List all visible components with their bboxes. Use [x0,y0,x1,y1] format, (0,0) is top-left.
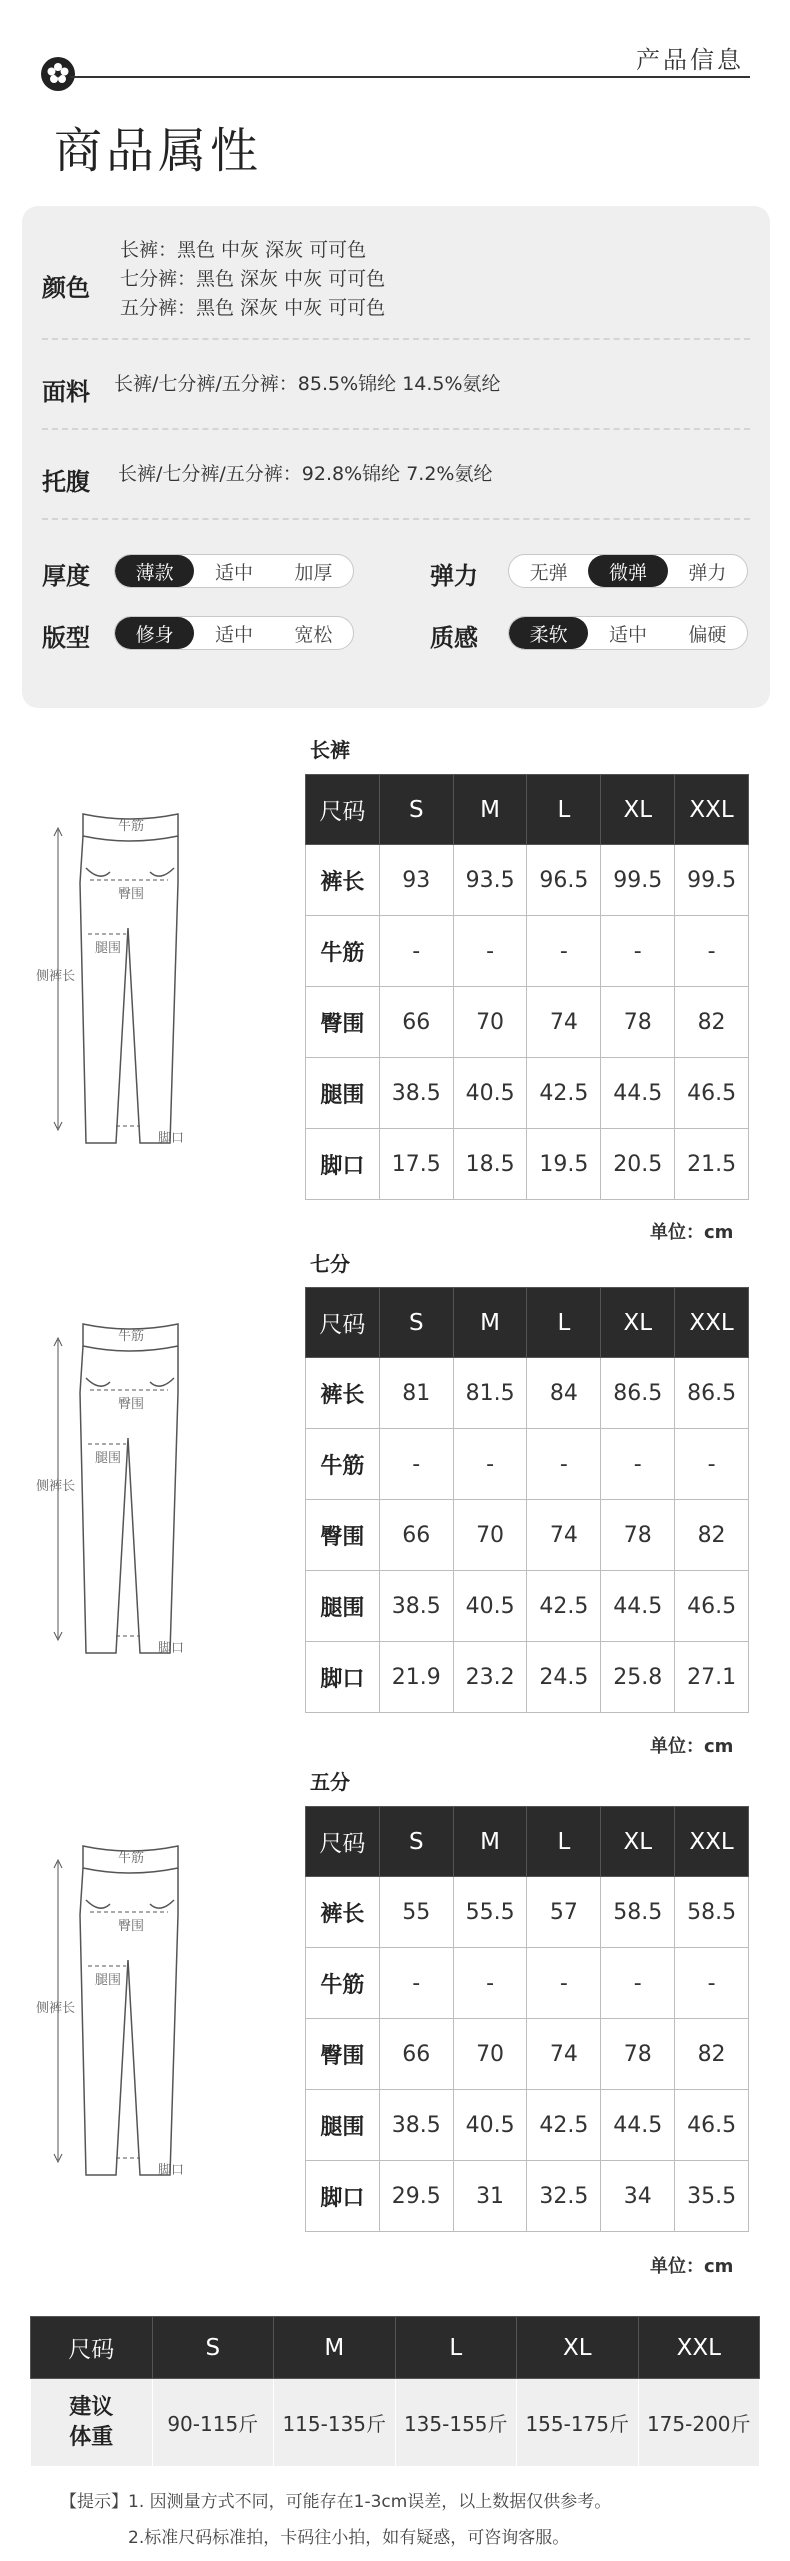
table-row [306,1429,749,1500]
table-header-cell: S [152,2317,274,2379]
table-row [306,1571,749,1642]
table-header-cell: M [274,2317,396,2379]
table-cell: - [379,1948,453,2019]
elasticity-option-none: 无弹 [529,561,568,584]
table-cell: 99.5 [601,845,675,916]
table-cell: 42.5 [527,1571,601,1642]
label-waistband: 牛筋 [117,819,145,834]
table-row [306,845,749,916]
table-header-row [306,775,749,845]
texture-option-medium: 适中 [608,623,647,646]
weight-table [30,2316,760,2467]
table-header-row [306,1807,749,1877]
thickness-option-thin: 薄款 [115,555,194,587]
table-cell: 46.5 [675,2090,749,2161]
table-header-cell: M [453,1807,527,1877]
table-cell: 78 [601,987,675,1058]
texture-option-soft: 柔软 [509,617,588,649]
fit-option-loose: 宽松 [294,623,333,646]
table-header-cell: XL [601,775,675,845]
label-side-length: 侧裤长 [36,2001,76,2016]
table-cell: - [675,1429,749,1500]
thickness-selector [114,554,354,588]
table-cell: 93 [379,845,453,916]
belly-label: 托腹 [42,468,90,496]
table-cell: 23.2 [453,1642,527,1713]
row-label: 牛筋 [306,1948,380,2019]
label-waistband: 牛筋 [117,1329,145,1344]
table-header-cell: 尺码 [306,1288,380,1358]
table-cell: - [527,1948,601,2019]
table-cell: 29.5 [379,2161,453,2232]
table-row [306,1358,749,1429]
label-hem: 脚口 [158,1641,185,1656]
thickness-option-medium: 适中 [214,561,253,584]
table-cell: 78 [601,1500,675,1571]
table-row [306,2161,749,2232]
row-label: 臀围 [306,1500,380,1571]
table-cell: 17.5 [379,1129,453,1200]
table-cell: 32.5 [527,2161,601,2232]
table-cell: - [379,916,453,987]
attributes-panel [22,206,770,708]
fabric-label: 面料 [42,378,90,406]
row-label: 裤长 [306,845,380,916]
table-cell: 42.5 [527,1058,601,1129]
table-row [306,1642,749,1713]
table-cell: 21.9 [379,1642,453,1713]
table-header-cell: XL [517,2317,639,2379]
table-cell: 27.1 [675,1642,749,1713]
size-table-long [305,774,749,1200]
table-row [306,1058,749,1129]
table-row [306,916,749,987]
table-cell: - [453,1948,527,2019]
table-cell: 82 [675,1500,749,1571]
unit-label: 单位：cm [650,1222,734,1243]
row-label: 牛筋 [306,916,380,987]
table-header-cell: XL [601,1807,675,1877]
table-cell: 81.5 [453,1358,527,1429]
fit-option-regular: 适中 [214,623,253,646]
table-cell: 46.5 [675,1058,749,1129]
pants-diagram-shorts [28,1840,228,2180]
chart-title-cropped: 七分 [310,1252,350,1276]
table-header-cell: S [379,1288,453,1358]
fabric-value: 长裤/七分裤/五分裤：85.5%锦纶 14.5%氨纶 [114,373,501,395]
table-cell: 66 [379,2019,453,2090]
row-label: 腿围 [306,1571,380,1642]
pants-diagram-long [28,808,228,1148]
table-cell: 90-115斤 [152,2379,274,2467]
page-title: 商品属性 [54,123,263,179]
table-cell: 18.5 [453,1129,527,1200]
table-cell: 20.5 [601,1129,675,1200]
table-row [306,2090,749,2161]
label-thigh: 腿围 [94,941,122,956]
divider [42,518,750,520]
table-header-cell: XXL [675,1807,749,1877]
table-cell: 66 [379,1500,453,1571]
table-row [306,987,749,1058]
table-header-cell: XXL [675,775,749,845]
table-cell: 81 [379,1358,453,1429]
label-thigh: 腿围 [94,1973,122,1988]
table-header-cell: 尺码 [31,2317,153,2379]
color-line-shorts: 五分裤：黑色 深灰 中灰 可可色 [120,297,386,319]
label-hip: 臀围 [117,1919,145,1934]
table-cell: 58.5 [675,1877,749,1948]
divider [42,428,750,430]
table-row [306,1948,749,2019]
table-cell: 24.5 [527,1642,601,1713]
table-header-cell: M [453,775,527,845]
table-header-cell: S [379,775,453,845]
color-line-cropped: 七分裤：黑色 深灰 中灰 可可色 [120,268,386,290]
row-label: 腿围 [306,1058,380,1129]
header-label: 产品信息 [636,46,744,74]
row-label: 裤长 [306,1358,380,1429]
table-cell: - [453,916,527,987]
label-waistband: 牛筋 [117,1851,145,1866]
table-cell: 44.5 [601,1058,675,1129]
header-rule [70,76,750,78]
table-cell: 55.5 [453,1877,527,1948]
table-cell: - [379,1429,453,1500]
table-cell: 40.5 [453,1571,527,1642]
table-cell: 84 [527,1358,601,1429]
table-cell: 57 [527,1877,601,1948]
table-cell: 115-135斤 [274,2379,396,2467]
table-cell: 70 [453,987,527,1058]
table-row [306,2019,749,2090]
table-header-cell: XXL [675,1288,749,1358]
table-cell: 35.5 [675,2161,749,2232]
table-header-cell: L [527,1288,601,1358]
thickness-label: 厚度 [42,562,90,590]
table-cell: 25.8 [601,1642,675,1713]
table-header-row [31,2317,760,2379]
texture-label: 质感 [430,624,478,652]
row-label: 脚口 [306,2161,380,2232]
table-header-cell: L [395,2317,517,2379]
row-label: 牛筋 [306,1429,380,1500]
table-cell: 40.5 [453,1058,527,1129]
divider [42,338,750,340]
table-cell: 38.5 [379,1058,453,1129]
tip-line: 2.标准尺码标准拍，卡码往小拍，如有疑惑，可咨询客服。 [128,2528,570,2548]
table-cell: 74 [527,1500,601,1571]
color-label: 颜色 [42,274,90,302]
table-cell: 78 [601,2019,675,2090]
table-cell: 93.5 [453,845,527,916]
table-cell: 74 [527,2019,601,2090]
table-cell: 31 [453,2161,527,2232]
unit-label: 单位：cm [650,1736,734,1757]
row-label: 臀围 [306,987,380,1058]
fit-selector [114,616,354,650]
label-side-length: 侧裤长 [36,1479,76,1494]
pants-diagram-cropped [28,1318,228,1658]
label-thigh: 腿围 [94,1451,122,1466]
row-label: 脚口 [306,1642,380,1713]
table-cell: 58.5 [601,1877,675,1948]
table-cell: 66 [379,987,453,1058]
table-cell: 175-200斤 [638,2379,760,2467]
table-cell: - [527,1429,601,1500]
table-cell: - [601,1429,675,1500]
table-cell: 34 [601,2161,675,2232]
table-cell: 19.5 [527,1129,601,1200]
table-header-cell: M [453,1288,527,1358]
table-cell: 38.5 [379,2090,453,2161]
table-cell: 99.5 [675,845,749,916]
table-cell: 96.5 [527,845,601,916]
table-cell: 44.5 [601,1571,675,1642]
row-label: 腿围 [306,2090,380,2161]
page-header [0,0,790,90]
table-cell: 40.5 [453,2090,527,2161]
table-row [306,1877,749,1948]
chart-title-shorts: 五分 [310,1770,350,1794]
table-cell: 74 [527,987,601,1058]
table-cell: 55 [379,1877,453,1948]
table-cell: 44.5 [601,2090,675,2161]
table-cell: 86.5 [601,1358,675,1429]
thickness-option-thick: 加厚 [294,561,333,584]
size-table-shorts [305,1806,749,2232]
table-row [306,1129,749,1200]
table-cell: 42.5 [527,2090,601,2161]
elasticity-option-slight: 微弹 [588,555,667,587]
table-cell: 86.5 [675,1358,749,1429]
table-cell: - [453,1429,527,1500]
texture-selector [508,616,748,650]
table-cell: 46.5 [675,1571,749,1642]
fit-label: 版型 [42,624,90,652]
table-cell: 70 [453,2019,527,2090]
label-side-length: 侧裤长 [36,969,76,984]
color-values [120,236,385,323]
fit-option-slim: 修身 [115,617,194,649]
table-row [31,2379,760,2467]
belly-value: 长裤/七分裤/五分裤：92.8%锦纶 7.2%氨纶 [118,463,493,485]
table-cell: 155-175斤 [517,2379,639,2467]
row-label: 脚口 [306,1129,380,1200]
label-hem: 脚口 [158,2163,185,2178]
table-cell: - [527,916,601,987]
table-header-cell: S [379,1807,453,1877]
table-header-cell: XL [601,1288,675,1358]
chart-title-long: 长裤 [310,738,350,762]
elasticity-option-stretch: 弹力 [688,561,727,584]
row-label: 臀围 [306,2019,380,2090]
table-header-cell: L [527,775,601,845]
tip-line: 【提示】1. 因测量方式不同，可能存在1-3cm误差，以上数据仅供参考。 [60,2492,612,2512]
elasticity-selector [508,554,748,588]
size-table-cropped [305,1287,749,1713]
table-cell: 38.5 [379,1571,453,1642]
row-label: 建议 体重 [31,2379,153,2467]
table-cell: 82 [675,987,749,1058]
table-row [306,1500,749,1571]
color-line-long: 长裤：黑色 中灰 深灰 可可色 [120,239,367,261]
label-hip: 臀围 [117,1397,145,1412]
table-header-cell: 尺码 [306,775,380,845]
label-hem: 脚口 [158,1131,185,1146]
row-label: 裤长 [306,1877,380,1948]
table-cell: 135-155斤 [395,2379,517,2467]
label-hip: 臀围 [117,887,145,902]
table-header-cell: L [527,1807,601,1877]
tips [60,2484,611,2556]
table-cell: - [675,916,749,987]
table-header-row [306,1288,749,1358]
elasticity-label: 弹力 [430,562,478,590]
table-header-cell: XXL [638,2317,760,2379]
table-cell: - [601,916,675,987]
texture-option-firm: 偏硬 [688,623,727,646]
table-cell: - [675,1948,749,2019]
unit-label: 单位：cm [650,2256,734,2277]
flower-logo-icon [40,56,76,92]
table-cell: 82 [675,2019,749,2090]
table-cell: 21.5 [675,1129,749,1200]
table-header-cell: 尺码 [306,1807,380,1877]
table-cell: 70 [453,1500,527,1571]
table-cell: - [601,1948,675,2019]
